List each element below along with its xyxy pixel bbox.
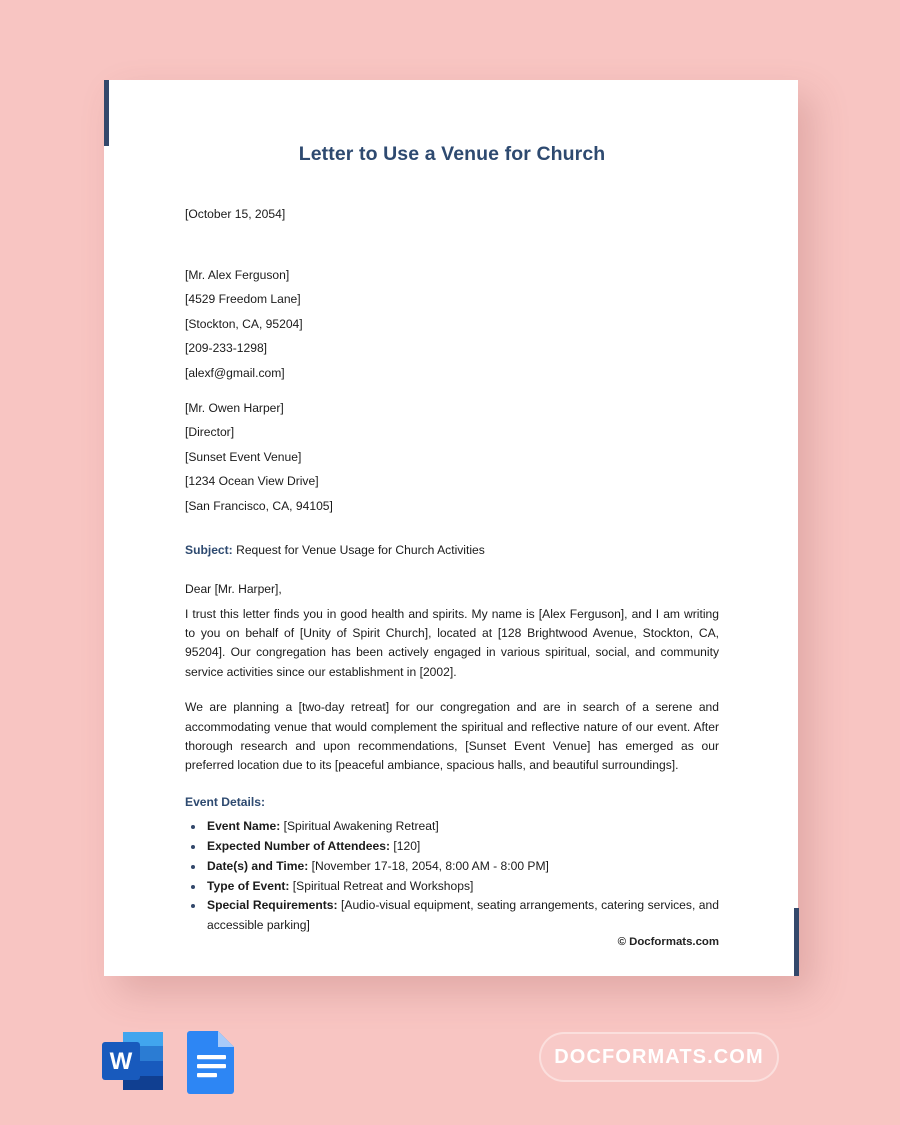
letter-date: [October 15, 2054] — [185, 207, 286, 221]
recipient-address-block — [185, 396, 719, 519]
date-block — [185, 202, 719, 227]
list-item — [185, 857, 719, 877]
recipient-line: [Director] — [185, 425, 235, 440]
subject-label: Subject: — [185, 542, 233, 557]
detail-value: [120] — [390, 838, 421, 853]
detail-label: Event Name: — [207, 818, 281, 833]
recipient-line: [1234 Ocean View Drive] — [185, 474, 319, 489]
document-page-container — [104, 80, 798, 976]
body-paragraph-1: I trust this letter finds you in good health and spirits. My name is [Alex Ferguson], and I am writing to you on behalf of [Unity of Spirit Church], located at [128 Brightwood Avenue, Stockton, CA, 95204]. Our congregation has been actively engaged in various spiritual, social, and community service activities since our establishment in [2002]. — [185, 606, 719, 679]
list-item — [185, 837, 719, 857]
accent-bar-top-left — [104, 80, 109, 146]
docformats-badge[interactable] — [539, 1032, 779, 1082]
list-item — [185, 896, 719, 936]
footer-bar — [0, 1015, 900, 1125]
sender-line: [Mr. Alex Ferguson] — [185, 267, 290, 282]
recipient-line: [Mr. Owen Harper] — [185, 400, 284, 415]
detail-value: [Spiritual Retreat and Workshops] — [289, 878, 474, 893]
sender-line: [Stockton, CA, 95204] — [185, 316, 303, 331]
format-icons-group — [100, 1027, 244, 1095]
document-content — [185, 80, 719, 976]
body-paragraph-2: We are planning a [two-day retreat] for our congregation and are in search of a serene and accommodating venue that would complement the spiritual and reflective nature of our event. After thorough research and upon recommendations, [Sunset Event Venue] has emerged as our preferred location due to its [peaceful ambiance, spacious halls, and beautiful surroundings]. — [185, 700, 719, 773]
google-docs-icon[interactable] — [179, 1027, 244, 1095]
detail-label: Expected Number of Attendees: — [207, 838, 391, 853]
detail-label: Date(s) and Time: — [207, 858, 309, 873]
salutation: Dear [Mr. Harper], — [185, 581, 282, 596]
copyright-notice: © Docformats.com — [617, 936, 719, 948]
detail-label: Special Requirements: — [207, 898, 338, 913]
event-details-list — [185, 817, 719, 936]
list-item — [185, 817, 719, 837]
detail-value: [Spiritual Awakening Retreat] — [280, 818, 439, 833]
event-details-heading: Event Details: — [185, 794, 265, 809]
sender-line: [209-233-1298] — [185, 341, 268, 356]
svg-text:W: W — [109, 1048, 133, 1075]
recipient-line: [Sunset Event Venue] — [185, 449, 302, 464]
page-title: Letter to Use a Venue for Church — [298, 143, 606, 165]
subject-line — [185, 541, 719, 559]
sender-address-block — [185, 263, 719, 386]
detail-label: Type of Event: — [207, 878, 290, 893]
list-item — [185, 877, 719, 897]
sender-line: [4529 Freedom Lane] — [185, 292, 301, 307]
detail-value: [November 17-18, 2054, 8:00 AM - 8:00 PM] — [308, 858, 549, 873]
subject-text: Request for Venue Usage for Church Activities — [232, 542, 485, 557]
sender-line: [alexf@gmail.com] — [185, 365, 285, 380]
recipient-line: [San Francisco, CA, 94105] — [185, 498, 333, 513]
accent-bar-bottom-right — [794, 908, 799, 976]
docformats-badge-label: DOCFORMATS.COM — [554, 1045, 764, 1068]
detail-value: [Audio-visual equipment, seating arrangements, catering services, and accessible parking] — [207, 898, 719, 933]
microsoft-word-icon[interactable] — [100, 1027, 165, 1095]
